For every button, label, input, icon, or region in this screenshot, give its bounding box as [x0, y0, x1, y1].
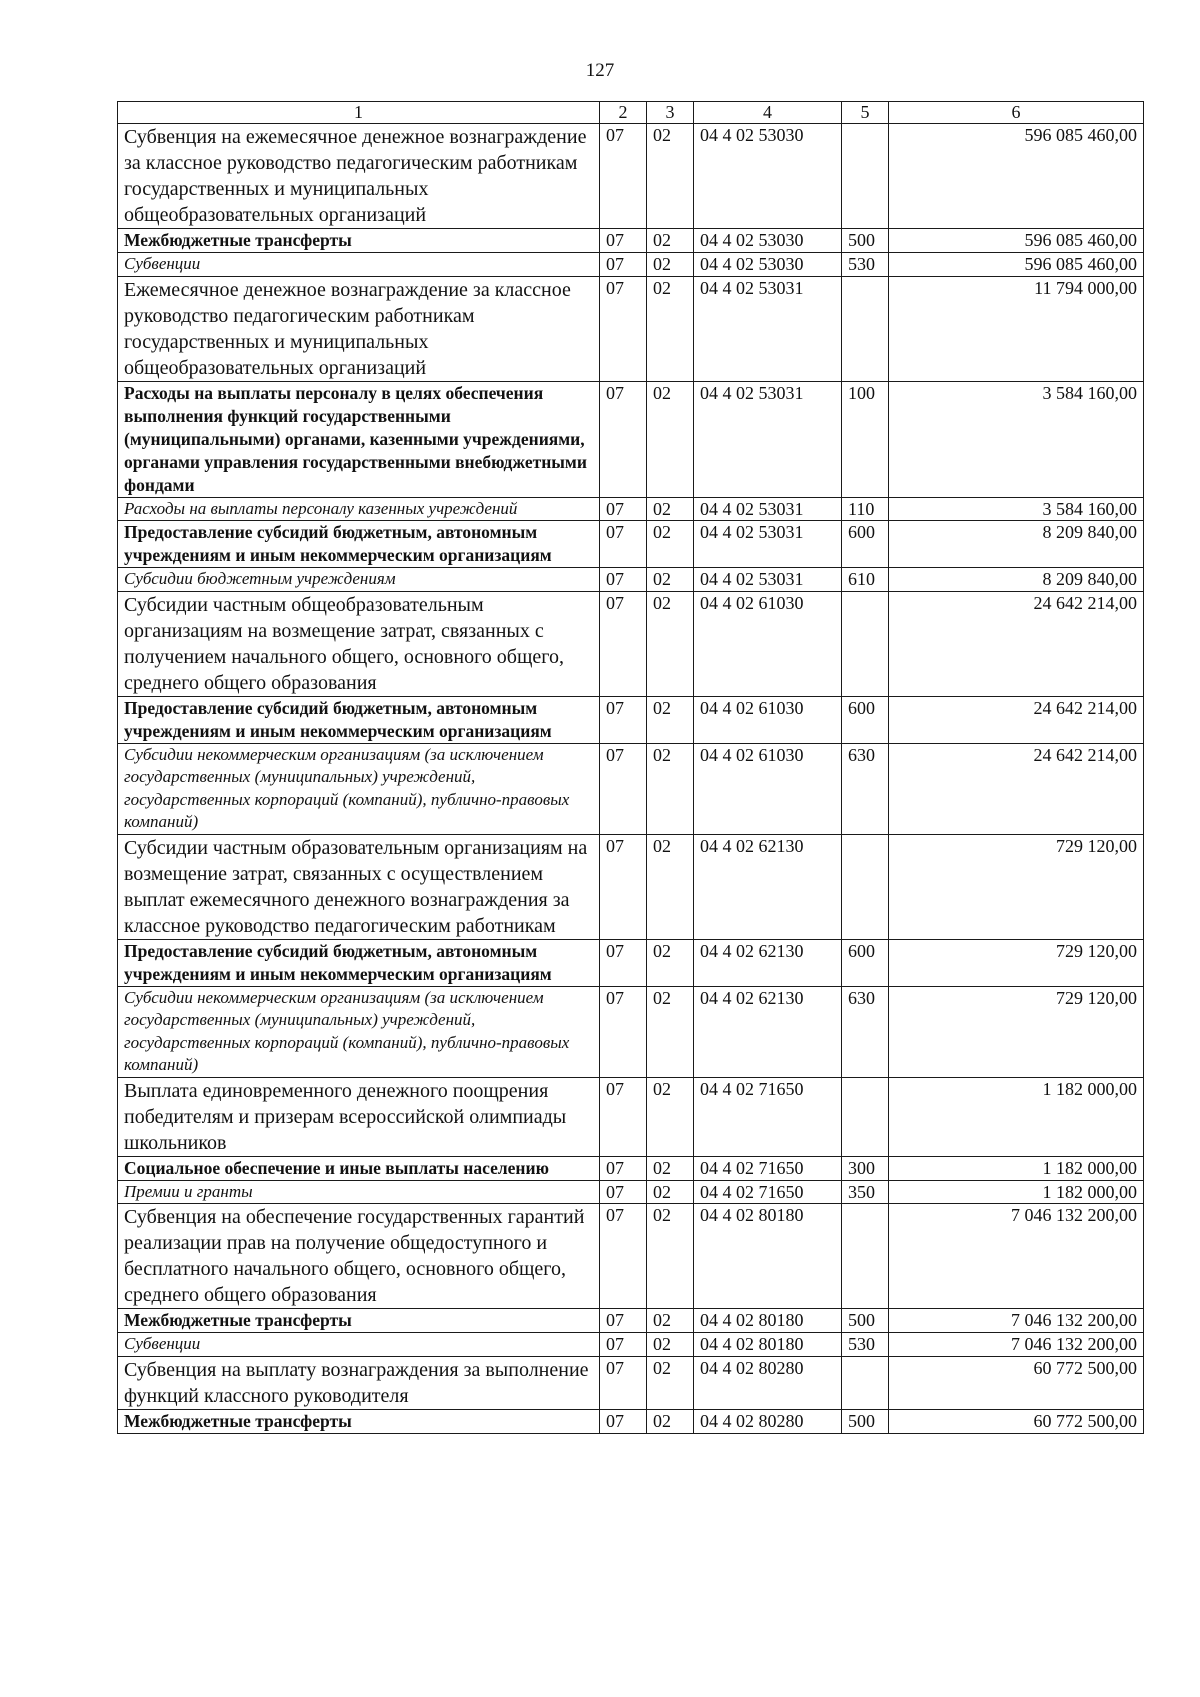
expense-type-code [842, 591, 889, 696]
table-row [118, 1180, 1144, 1204]
expense-type-code: 300 [842, 1156, 889, 1180]
table-row [118, 229, 1144, 253]
row-name: Субсидии некоммерческим организациям (за исключением государственных (муниципальных) учреждений, государственных корпораций (компаний), публично-правовых компаний) [118, 986, 600, 1077]
table-row [118, 696, 1144, 743]
amount: 596 085 460,00 [889, 253, 1144, 277]
row-name: Субвенции [118, 1333, 600, 1357]
row-name: Субсидии некоммерческим организациям (за исключением государственных (муниципальных) учреждений, государственных корпораций (компаний), публично-правовых компаний) [118, 743, 600, 834]
section-code: 07 [600, 696, 647, 743]
expense-type-code: 500 [842, 1309, 889, 1333]
table-body [118, 124, 1144, 1434]
target-article-code: 04 4 02 53030 [694, 229, 842, 253]
amount: 60 772 500,00 [889, 1409, 1144, 1433]
subsection-code: 02 [647, 381, 694, 497]
amount: 1 182 000,00 [889, 1156, 1144, 1180]
subsection-code: 02 [647, 253, 694, 277]
table-row [118, 124, 1144, 229]
subsection-code: 02 [647, 743, 694, 834]
subsection-code: 02 [647, 1309, 694, 1333]
target-article-code: 04 4 02 71650 [694, 1180, 842, 1204]
row-name: Ежемесячное денежное вознаграждение за классное руководство педагогическим работникам государственных и муниципальных общеобразовательных организаций [118, 276, 600, 381]
amount: 1 182 000,00 [889, 1077, 1144, 1156]
expense-type-code: 600 [842, 939, 889, 986]
target-article-code: 04 4 02 53031 [694, 497, 842, 521]
amount: 60 772 500,00 [889, 1356, 1144, 1409]
table-row [118, 834, 1144, 939]
subsection-code: 02 [647, 276, 694, 381]
table-row [118, 1309, 1144, 1333]
table-row [118, 497, 1144, 521]
subsection-code: 02 [647, 834, 694, 939]
row-name: Межбюджетные трансферты [118, 1309, 600, 1333]
subsection-code: 02 [647, 1180, 694, 1204]
amount: 24 642 214,00 [889, 696, 1144, 743]
table-row [118, 1356, 1144, 1409]
budget-table [117, 101, 1144, 1434]
table-row [118, 1204, 1144, 1309]
row-name: Субсидии частным общеобразовательным организациям на возмещение затрат, связанных с получением начального общего, основного общего, среднего общего образования [118, 591, 600, 696]
amount: 729 120,00 [889, 939, 1144, 986]
section-code: 07 [600, 497, 647, 521]
row-name: Субсидии частным образовательным организациям на возмещение затрат, связанных с осуществлением выплат ежемесячного денежного вознаграждения за классное руководство педагогическим работникам [118, 834, 600, 939]
row-name: Предоставление субсидий бюджетным, автономным учреждениям и иным некоммерческим организациям [118, 696, 600, 743]
section-code: 07 [600, 381, 647, 497]
amount: 24 642 214,00 [889, 591, 1144, 696]
table-row [118, 1409, 1144, 1433]
target-article-code: 04 4 02 80180 [694, 1333, 842, 1357]
target-article-code: 04 4 02 80180 [694, 1204, 842, 1309]
table-row [118, 1077, 1144, 1156]
table-row [118, 1333, 1144, 1357]
section-code: 07 [600, 1180, 647, 1204]
subsection-code: 02 [647, 1409, 694, 1433]
target-article-code: 04 4 02 53031 [694, 381, 842, 497]
amount: 24 642 214,00 [889, 743, 1144, 834]
target-article-code: 04 4 02 71650 [694, 1156, 842, 1180]
table-row [118, 743, 1144, 834]
section-code: 07 [600, 1156, 647, 1180]
subsection-code: 02 [647, 939, 694, 986]
expense-type-code: 350 [842, 1180, 889, 1204]
row-name: Расходы на выплаты персоналу в целях обеспечения выполнения функций государственными (муниципальными) органами, казенными учреждениями, органами управления государственными внебюджетными фондами [118, 381, 600, 497]
target-article-code: 04 4 02 62130 [694, 986, 842, 1077]
section-code: 07 [600, 253, 647, 277]
amount: 729 120,00 [889, 986, 1144, 1077]
section-code: 07 [600, 1309, 647, 1333]
expense-type-code: 530 [842, 253, 889, 277]
expense-type-code: 610 [842, 568, 889, 592]
subsection-code: 02 [647, 986, 694, 1077]
table-row [118, 381, 1144, 497]
expense-type-code: 630 [842, 986, 889, 1077]
subsection-code: 02 [647, 591, 694, 696]
subsection-code: 02 [647, 1077, 694, 1156]
expense-type-code [842, 1204, 889, 1309]
row-name: Предоставление субсидий бюджетным, автономным учреждениям и иным некоммерческим организациям [118, 939, 600, 986]
amount: 7 046 132 200,00 [889, 1309, 1144, 1333]
section-code: 07 [600, 124, 647, 229]
amount: 7 046 132 200,00 [889, 1204, 1144, 1309]
section-code: 07 [600, 939, 647, 986]
table-row [118, 1156, 1144, 1180]
table-row [118, 568, 1144, 592]
row-name: Межбюджетные трансферты [118, 229, 600, 253]
expense-type-code: 110 [842, 497, 889, 521]
section-code: 07 [600, 1204, 647, 1309]
target-article-code: 04 4 02 80280 [694, 1409, 842, 1433]
subsection-code: 02 [647, 1356, 694, 1409]
subsection-code: 02 [647, 568, 694, 592]
expense-type-code: 600 [842, 696, 889, 743]
row-name: Выплата единовременного денежного поощрения победителям и призерам всероссийской олимпиады школьников [118, 1077, 600, 1156]
section-code: 07 [600, 743, 647, 834]
row-name: Премии и гранты [118, 1180, 600, 1204]
header-col-2: 2 [600, 102, 647, 124]
target-article-code: 04 4 02 53031 [694, 568, 842, 592]
subsection-code: 02 [647, 229, 694, 253]
amount: 3 584 160,00 [889, 497, 1144, 521]
row-name: Субсидии бюджетным учреждениям [118, 568, 600, 592]
row-name: Субвенция на обеспечение государственных гарантий реализации прав на получение общедоступного и бесплатного начального общего, основного общего, среднего общего образования [118, 1204, 600, 1309]
target-article-code: 04 4 02 53031 [694, 276, 842, 381]
expense-type-code: 500 [842, 229, 889, 253]
subsection-code: 02 [647, 124, 694, 229]
amount: 3 584 160,00 [889, 381, 1144, 497]
expense-type-code: 500 [842, 1409, 889, 1433]
section-code: 07 [600, 1077, 647, 1156]
row-name: Межбюджетные трансферты [118, 1409, 600, 1433]
expense-type-code: 600 [842, 521, 889, 568]
subsection-code: 02 [647, 696, 694, 743]
row-name: Расходы на выплаты персоналу казенных учреждений [118, 497, 600, 521]
section-code: 07 [600, 1356, 647, 1409]
target-article-code: 04 4 02 71650 [694, 1077, 842, 1156]
section-code: 07 [600, 229, 647, 253]
expense-type-code: 100 [842, 381, 889, 497]
row-name: Предоставление субсидий бюджетным, автономным учреждениям и иным некоммерческим организациям [118, 521, 600, 568]
expense-type-code [842, 124, 889, 229]
table-row [118, 939, 1144, 986]
amount: 7 046 132 200,00 [889, 1333, 1144, 1357]
target-article-code: 04 4 02 61030 [694, 591, 842, 696]
section-code: 07 [600, 591, 647, 696]
row-name: Социальное обеспечение и иные выплаты населению [118, 1156, 600, 1180]
section-code: 07 [600, 521, 647, 568]
amount: 8 209 840,00 [889, 568, 1144, 592]
subsection-code: 02 [647, 497, 694, 521]
row-name: Субвенция на выплату вознаграждения за выполнение функций классного руководителя [118, 1356, 600, 1409]
table-row [118, 591, 1144, 696]
subsection-code: 02 [647, 1156, 694, 1180]
section-code: 07 [600, 834, 647, 939]
expense-type-code [842, 1356, 889, 1409]
target-article-code: 04 4 02 62130 [694, 939, 842, 986]
header-col-6: 6 [889, 102, 1144, 124]
target-article-code: 04 4 02 53031 [694, 521, 842, 568]
table-row [118, 986, 1144, 1077]
table-row [118, 521, 1144, 568]
expense-type-code: 530 [842, 1333, 889, 1357]
header-col-5: 5 [842, 102, 889, 124]
subsection-code: 02 [647, 1204, 694, 1309]
expense-type-code [842, 1077, 889, 1156]
amount: 596 085 460,00 [889, 229, 1144, 253]
section-code: 07 [600, 986, 647, 1077]
section-code: 07 [600, 568, 647, 592]
page-number: 127 [585, 60, 615, 81]
target-article-code: 04 4 02 62130 [694, 834, 842, 939]
expense-type-code [842, 276, 889, 381]
amount: 596 085 460,00 [889, 124, 1144, 229]
subsection-code: 02 [647, 1333, 694, 1357]
row-name: Субвенция на ежемесячное денежное вознаграждение за классное руководство педагогическим работникам государственных и муниципальных общеобразовательных организаций [118, 124, 600, 229]
amount: 8 209 840,00 [889, 521, 1144, 568]
target-article-code: 04 4 02 80180 [694, 1309, 842, 1333]
target-article-code: 04 4 02 53030 [694, 253, 842, 277]
header-col-4: 4 [694, 102, 842, 124]
row-name: Субвенции [118, 253, 600, 277]
target-article-code: 04 4 02 80280 [694, 1356, 842, 1409]
table-row [118, 253, 1144, 277]
expense-type-code [842, 834, 889, 939]
expense-type-code: 630 [842, 743, 889, 834]
header-row [118, 102, 1144, 124]
target-article-code: 04 4 02 53030 [694, 124, 842, 229]
amount: 1 182 000,00 [889, 1180, 1144, 1204]
amount: 729 120,00 [889, 834, 1144, 939]
section-code: 07 [600, 276, 647, 381]
header-col-1: 1 [118, 102, 600, 124]
target-article-code: 04 4 02 61030 [694, 696, 842, 743]
subsection-code: 02 [647, 521, 694, 568]
section-code: 07 [600, 1409, 647, 1433]
amount: 11 794 000,00 [889, 276, 1144, 381]
header-col-3: 3 [647, 102, 694, 124]
target-article-code: 04 4 02 61030 [694, 743, 842, 834]
table-row [118, 276, 1144, 381]
section-code: 07 [600, 1333, 647, 1357]
